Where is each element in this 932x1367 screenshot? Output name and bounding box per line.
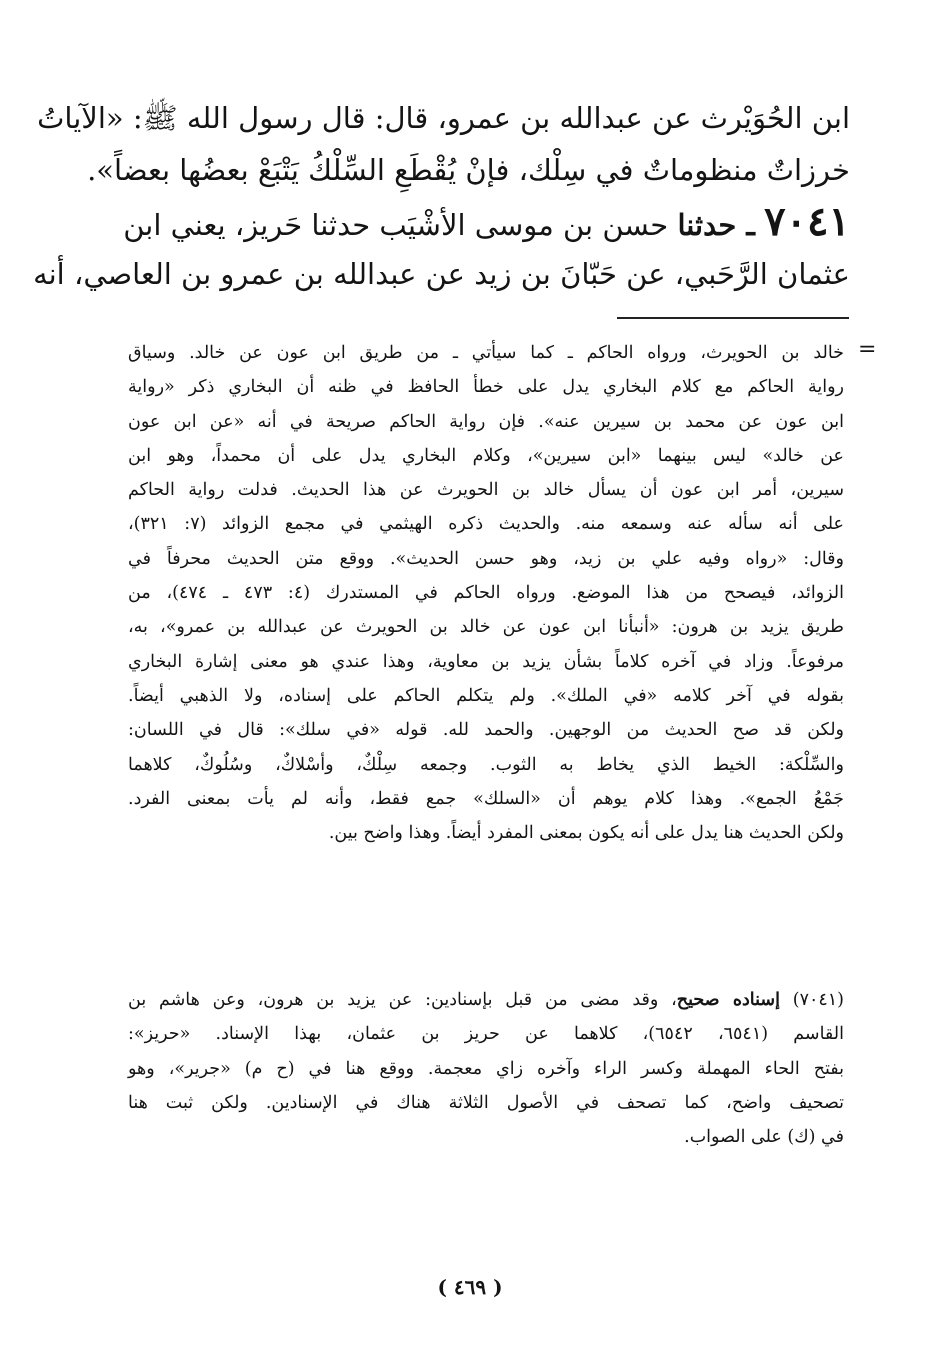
main-line-1: ابن الحُوَيْرث عن عبدالله بن عمرو، قال: قال رسول الله ﷺ: «الآياتُ — [37, 101, 850, 135]
main-line-2: خرزاتٌ منظوماتٌ في سِلْك، فإنْ يُقْطَعِ السِّلْكُ يَتْبَعْ بعضُها بعضاً». — [87, 153, 850, 187]
note-line: بفتح الحاء المهملة وكسر الراء وآخره زاي معجمة. ووقع هنا في (ح م) «جرير»، وهو — [128, 1058, 844, 1079]
note-line: الزوائد، فيصحح من هذا الموضع. ورواه الحاكم في المستدرك (٤: ٤٧٣ ـ ٤٧٤)، من — [128, 583, 844, 604]
note-line: سيرين، أمر ابن عون أن يسأل خالد بن الحويرث عن هذا الحديث. فدلت رواية الحاكم — [128, 480, 844, 501]
hadith-opening-word: ـ حدثنا — [677, 208, 755, 242]
footnote-number: (٧٠٤١) — [792, 990, 844, 1010]
note-line: القاسم (٦٥٤١، ٦٥٤٢)، كلاهما عن حريز بن عثمان، بهذا الإسناد. «حريز»: — [128, 1024, 844, 1045]
hadith-number: ٧٠٤١ — [764, 198, 850, 245]
note-line: في (ك) على الصواب. — [684, 1127, 844, 1148]
main-line-3 — [123, 196, 850, 248]
note-line: على أنه سأله عنه وسمعه منه. والحديث ذكره الهيثمي في مجمع الزوائد (٧: ٣٢١)، — [128, 514, 844, 535]
note-line: والسِّلْكة: الخيط الذي يخاط به الثوب. وجمعه سِلْكٌ، وأسْلاكٌ، وسُلُوكٌ، كلاهما — [128, 754, 844, 775]
footnote-verdict: إسناده صحيح — [676, 990, 780, 1010]
footnote-first-line-text: ، وقد مضى من قبل بإسنادين: عن يزيد بن هرون، وعن هاشم بن — [128, 990, 677, 1010]
note-line: تصحيف واضح، كما تصحف في الأصول الثلاثة هناك في الإسنادين. ولكن ثبت هنا — [128, 1092, 844, 1113]
note-line: وقال: «رواه وفيه علي بن زيد، وهو حسن الحديث». ووقع متن الحديث محرفاً في — [128, 548, 844, 569]
main-line-4: عثمان الرَّحَبي، عن حَبّانَ بن زيد عن عبدالله بن عمرو بن العاصي، أنه — [33, 257, 850, 291]
note-line: ابن عون عن محمد بن سيرين عنه». فإن رواية الحاكم صريحة في أنه «عن ابن عون — [128, 411, 844, 432]
note-line: عن خالد» ليس بينهما «ابن سيرين»، وكلام البخاري يدل على أن محمداً، وهو ابن — [128, 445, 844, 466]
note-line: بقوله في آخر كلامه «في الملك». ولم يتكلم الحاكم على إسناده، ولا الذهبي أيضاً. — [128, 685, 844, 706]
continuation-mark: = — [858, 337, 877, 362]
note-line: رواية الحاكم مع كلام البخاري يدل على خطأ الحافظ في ظنه أن البخاري ذكر «رواية — [128, 377, 844, 398]
note-line: ولكن الحديث هنا يدل على أنه يكون بمعنى المفرد أيضاً. وهذا واضح بين. — [328, 823, 844, 844]
footnote-separator — [617, 317, 849, 319]
note-line: مرفوعاً. وزاد في آخره كلاماً بشأن يزيد بن معاوية، وهذا عندي هو معنى إشارة البخاري — [128, 651, 844, 672]
footnote-7041 — [128, 983, 844, 1154]
main-line-3-text: حسن بن موسى الأشْيَب حدثنا حَريز، يعني ابن — [123, 208, 669, 242]
note-line: خالد بن الحويرث، ورواه الحاكم ـ كما سيأتي ـ من طريق ابن عون عن خالد. وسياق — [128, 343, 844, 363]
note-line: طريق يزيد بن هرون: «أنبأنا ابن عون عن خالد بن الحويرث عن عبدالله بن عمرو»، به، — [128, 617, 844, 638]
note-line — [128, 983, 844, 1017]
footnote-continued — [128, 336, 844, 850]
note-line: جَمْعُ الجمع». وهذا كلام يوهم أن «السلك» جمع فقط، وأنه لم يأت بمعنى الفرد. — [128, 788, 845, 809]
note-line: ولكن قد صح الحديث من الوجهين. والحمد لله. قوله «في سلك»: قال في اللسان: — [128, 720, 844, 741]
page-number: ( ٤٦٩ ) — [437, 1275, 503, 1299]
main-hadith-text — [33, 92, 850, 300]
